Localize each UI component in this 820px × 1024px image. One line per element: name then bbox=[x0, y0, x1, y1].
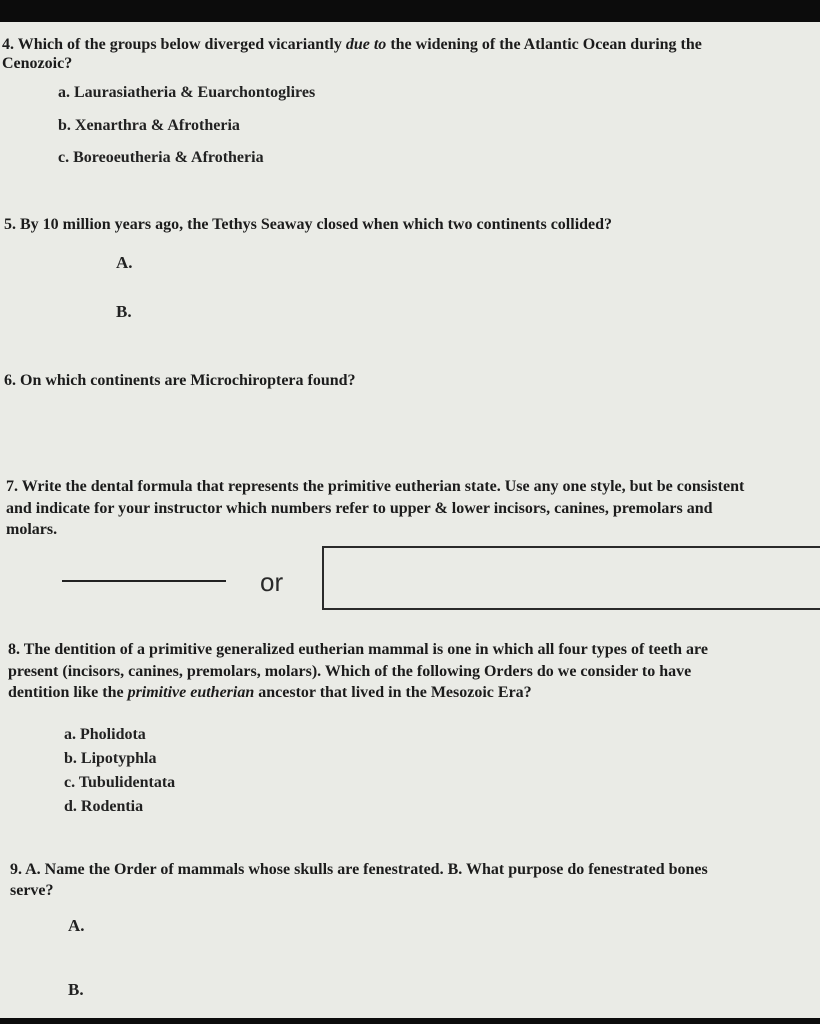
worksheet-page bbox=[0, 22, 820, 1018]
question-5-answer-a-label: A. bbox=[116, 253, 133, 272]
question-8-line3-before: dentition like the bbox=[8, 684, 128, 701]
question-7-line1: 7. Write the dental formula that represents the primitive eutherian state. Use any one style, but be consistent bbox=[6, 478, 745, 495]
question-7-line2-before: and bbox=[6, 500, 36, 517]
question-7-line2 bbox=[6, 498, 713, 519]
dental-formula-answer-box[interactable] bbox=[322, 546, 820, 610]
question-6: 6. On which continents are Microchiroptera found? bbox=[4, 372, 356, 389]
question-4-option-a: a. Laurasiatheria & Euarchontoglires bbox=[58, 84, 316, 101]
question-7-line2-after: for your instructor which numbers refer to upper & lower incisors, canines, premolars and bbox=[90, 500, 713, 517]
or-label: or bbox=[260, 567, 284, 597]
question-8-line3-after: ancestor that lived in the Mesozoic Era? bbox=[254, 684, 532, 701]
question-8-option-a: a. Pholidota bbox=[64, 726, 146, 743]
question-9-answer-a-label: A. bbox=[68, 916, 85, 935]
question-9-line2: serve? bbox=[10, 882, 54, 899]
question-4-text-before: 4. Which of the groups below diverged vicariantly bbox=[2, 36, 346, 53]
question-8-option-d: d. Rodentia bbox=[64, 798, 144, 815]
question-8-option-b: b. Lipotyphla bbox=[64, 750, 157, 767]
question-4-option-b: b. Xenarthra & Afrotheria bbox=[58, 117, 240, 134]
question-8-line1: 8. The dentition of a primitive generalized eutherian mammal is one in which all four types of teeth are bbox=[8, 641, 708, 658]
question-4-emphasis: due to bbox=[345, 36, 387, 53]
question-5: 5. By 10 million years ago, the Tethys Seaway closed when which two continents collided? bbox=[4, 216, 613, 233]
bottom-border bbox=[0, 1018, 820, 1024]
question-5-answer-b-label: B. bbox=[116, 302, 132, 321]
question-9-line1: 9. A. Name the Order of mammals whose skulls are fenestrated. B. What purpose do fenestrated bones bbox=[10, 861, 708, 878]
question-4-line2: Cenozoic? bbox=[2, 55, 73, 72]
question-8-line2: present (incisors, canines, premolars, molars). Which of the following Orders do we consider to have bbox=[8, 663, 692, 680]
question-4-text-after: the widening of the Atlantic Ocean during the bbox=[386, 36, 702, 53]
question-9-answer-b-label: B. bbox=[68, 980, 84, 999]
question-4-option-c: c. Boreoeutheria & Afrotheria bbox=[58, 149, 264, 166]
answer-blank-line[interactable] bbox=[62, 580, 226, 582]
question-7-line3: molars. bbox=[6, 521, 58, 538]
question-7-line2-bold: indicate bbox=[35, 500, 91, 517]
question-8-line3 bbox=[8, 682, 532, 703]
question-8-option-c: c. Tubulidentata bbox=[64, 774, 176, 791]
question-8-emphasis: primitive eutherian bbox=[127, 684, 255, 701]
question-4 bbox=[2, 34, 702, 55]
